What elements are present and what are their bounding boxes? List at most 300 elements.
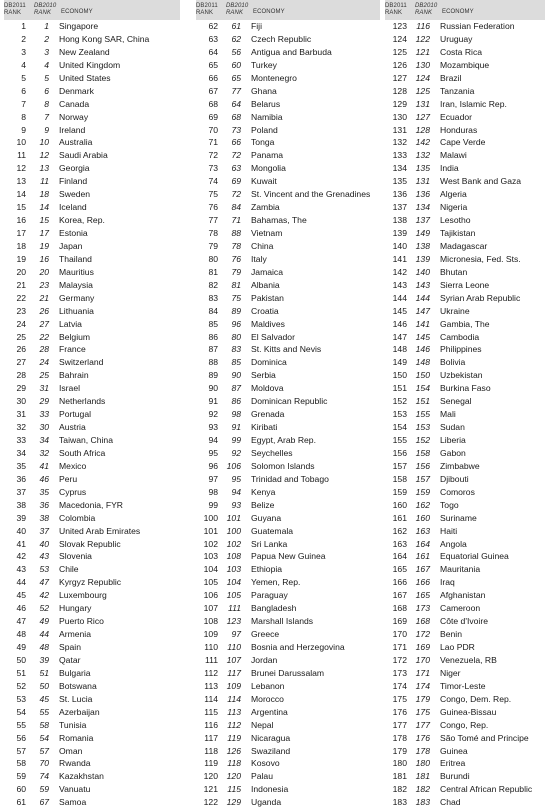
- table-row: [385, 512, 545, 525]
- table-row: [4, 201, 180, 214]
- db2011-rank-cell: 178: [392, 732, 407, 743]
- economy-name-cell: Jordan: [251, 654, 278, 665]
- table-row: [385, 343, 545, 356]
- economy-name-cell: Israel: [59, 383, 81, 394]
- table-row: [196, 719, 380, 732]
- table-row: [385, 628, 545, 641]
- db2010-rank-cell: 150: [415, 370, 430, 381]
- economy-name-cell: Ukraine: [440, 305, 470, 316]
- table-row: [4, 59, 180, 72]
- table-row: [196, 20, 380, 33]
- db2011-rank-cell: 18: [16, 240, 26, 251]
- db2010-rank-cell: 69: [231, 176, 241, 187]
- db2011-rank-cell: 122: [203, 797, 218, 808]
- economy-name-cell: Croatia: [251, 305, 279, 316]
- db2010-rank-cell: 33: [39, 409, 49, 420]
- economy-name-cell: Algeria: [440, 189, 467, 200]
- db2010-rank-cell: 77: [231, 85, 241, 96]
- ranking-rows: [385, 20, 545, 809]
- table-row: [385, 408, 545, 421]
- economy-name-cell: Luxembourg: [59, 590, 107, 601]
- economy-name-cell: Maldives: [251, 318, 285, 329]
- db2011-rank-cell: 33: [16, 435, 26, 445]
- db2011-rank-cell: 158: [392, 473, 407, 484]
- table-row: [4, 33, 180, 46]
- economy-name-cell: Pakistan: [251, 292, 284, 303]
- economy-name-cell: Senegal: [440, 396, 472, 407]
- db2011-rank-cell: 43: [16, 564, 26, 575]
- table-row: [385, 33, 545, 46]
- table-row: [385, 589, 545, 602]
- table-row: [196, 201, 380, 214]
- economy-name-cell: Tajikistan: [440, 228, 476, 238]
- economy-name-cell: Moldova: [251, 383, 284, 394]
- db2010-rank-cell: 94: [231, 486, 241, 497]
- table-row: [4, 770, 180, 783]
- table-row: [196, 408, 380, 421]
- db2010-rank-cell: 177: [415, 719, 430, 730]
- db2010-rank-cell: 149: [415, 228, 430, 238]
- db2011-rank-cell: 109: [203, 629, 218, 640]
- db2010-rank-cell: 143: [415, 279, 430, 290]
- economy-name-cell: Benin: [440, 629, 462, 640]
- db2010-rank-cell: 90: [231, 370, 241, 381]
- db2011-rank-cell: 13: [16, 176, 26, 187]
- economy-name-cell: Serbia: [251, 370, 276, 381]
- table-row: [385, 615, 545, 628]
- db2010-rank-cell: 1: [44, 21, 49, 31]
- db2010-rank-cell: 171: [415, 667, 430, 678]
- table-row: [196, 124, 380, 137]
- db2011-rank-cell: 92: [208, 409, 218, 420]
- economy-name-cell: Hong Kong SAR, China: [59, 33, 150, 44]
- db2010-rank-cell: 63: [231, 163, 241, 174]
- db2011-rank-cell: 5: [21, 72, 26, 83]
- table-row: [385, 124, 545, 137]
- table-row: [385, 175, 545, 188]
- table-row: [385, 292, 545, 305]
- economy-name-cell: Ireland: [59, 124, 86, 135]
- db2011-rank-cell: 51: [16, 667, 26, 678]
- db2011-rank-cell: 144: [392, 292, 407, 303]
- db2010-rank-cell: 34: [39, 435, 49, 445]
- economy-name-cell: Samoa: [59, 797, 87, 808]
- db2011-rank-cell: 154: [392, 422, 407, 433]
- db2011-rank-cell: 23: [16, 305, 26, 316]
- db2010-rank-cell: 138: [415, 240, 430, 251]
- economy-name-cell: Solomon Islands: [251, 460, 315, 471]
- db2010-rank-cell: 99: [231, 435, 241, 445]
- db2010-rank-cell: 60: [231, 59, 241, 70]
- db2011-rank-cell: 132: [392, 137, 407, 148]
- db2011-rank-cell: 180: [392, 758, 407, 769]
- table-row: [4, 693, 180, 706]
- economy-name-cell: Nepal: [251, 719, 274, 730]
- db2011-rank-cell: 173: [392, 667, 407, 678]
- economy-name-cell: Belize: [251, 499, 275, 510]
- db2011-rank-cell: 78: [208, 228, 218, 238]
- table-row: [196, 783, 380, 796]
- db2011-rank-cell: 85: [208, 318, 218, 329]
- db2011-rank-cell: 21: [16, 279, 26, 290]
- db2011-rank-cell: 77: [208, 215, 218, 226]
- db2010-rank-cell: 132: [415, 150, 430, 161]
- table-row: [4, 253, 180, 266]
- db2010-rank-cell: 159: [415, 486, 430, 497]
- db2011-rank-cell: 136: [392, 189, 407, 200]
- db2010-rank-cell: 116: [416, 21, 430, 31]
- db2011-rank-cell: 182: [392, 784, 407, 795]
- table-row: [4, 136, 180, 149]
- db2011-rank-cell: 75: [208, 189, 218, 200]
- db2010-rank-cell: 139: [415, 253, 430, 264]
- table-row: [4, 292, 180, 305]
- db2011-rank-cell: 70: [208, 124, 218, 135]
- table-row: [385, 796, 545, 809]
- db2011-rank-cell: 28: [16, 370, 26, 381]
- table-row: [4, 98, 180, 111]
- economy-name-cell: Suriname: [440, 512, 477, 523]
- economy-name-cell: Tunisia: [59, 719, 87, 730]
- db2010-rank-cell: 109: [226, 680, 241, 691]
- db2011-rank-cell: 105: [203, 577, 218, 588]
- table-row: [4, 641, 180, 654]
- db2010-rank-cell: 96: [231, 318, 241, 329]
- db2011-rank-header: DB2011 RANK: [4, 3, 26, 16]
- table-row: [196, 72, 380, 85]
- economy-name-cell: Haiti: [440, 525, 458, 536]
- economy-name-cell: Eritrea: [440, 758, 466, 769]
- economy-name-cell: Malaysia: [59, 279, 93, 290]
- economy-name-cell: Kuwait: [251, 176, 277, 187]
- table-row: [196, 395, 380, 408]
- db2011-rank-cell: 157: [392, 460, 407, 471]
- table-row: [385, 680, 545, 693]
- db2011-rank-cell: 2: [21, 33, 26, 44]
- db2011-rank-cell: 138: [392, 215, 407, 226]
- db2010-rank-cell: 161: [415, 551, 430, 562]
- db2011-rank-cell: 176: [392, 706, 407, 717]
- db2011-rank-cell: 83: [208, 292, 218, 303]
- economy-name-cell: Guyana: [251, 512, 282, 523]
- table-row: [385, 395, 545, 408]
- db2011-rank-cell: 31: [16, 409, 26, 420]
- table-row: [4, 628, 180, 641]
- db2011-rank-cell: 66: [208, 72, 218, 83]
- economy-name-cell: Jamaica: [251, 266, 283, 277]
- db2011-rank-cell: 82: [208, 279, 218, 290]
- db2011-rank-cell: 160: [392, 499, 407, 510]
- economy-name-cell: Kiribati: [251, 422, 278, 433]
- db2011-rank-cell: 24: [16, 318, 26, 329]
- table-row: [196, 175, 380, 188]
- db2010-rank-cell: 40: [39, 538, 49, 549]
- db2011-rank-cell: 47: [16, 616, 26, 627]
- db2010-rank-cell: 182: [415, 784, 430, 795]
- db2010-rank-cell: 141: [415, 318, 430, 329]
- economy-name-cell: Saudi Arabia: [59, 150, 108, 161]
- table-row: [196, 305, 380, 318]
- db2010-rank-cell: 46: [39, 473, 49, 484]
- economy-name-cell: Grenada: [251, 409, 285, 420]
- table-row: [385, 253, 545, 266]
- db2011-rank-cell: 88: [208, 357, 218, 368]
- table-row: [385, 59, 545, 72]
- column-header: [196, 0, 380, 20]
- economy-name-cell: Cape Verde: [440, 137, 486, 148]
- db2010-rank-cell: 41: [39, 460, 49, 471]
- economy-name-cell: El Salvador: [251, 331, 295, 342]
- db2010-rank-cell: 75: [231, 292, 241, 303]
- db2011-rank-cell: 20: [16, 266, 26, 277]
- table-row: [385, 136, 545, 149]
- db2010-rank-cell: 176: [415, 732, 430, 743]
- economy-name-cell: Yemen, Rep.: [251, 577, 301, 588]
- table-row: [196, 745, 380, 758]
- db2010-rank-cell: 83: [231, 344, 241, 355]
- table-row: [4, 162, 180, 175]
- db2011-rank-cell: 141: [392, 253, 407, 264]
- economy-name-cell: Czech Republic: [251, 33, 312, 44]
- db2011-rank-cell: 115: [204, 706, 218, 717]
- table-row: [385, 757, 545, 770]
- table-row: [196, 85, 380, 98]
- db2011-rank-cell: 95: [208, 447, 218, 458]
- db2011-rank-cell: 54: [16, 706, 26, 717]
- economy-name-cell: Oman: [59, 745, 83, 756]
- table-row: [4, 796, 180, 809]
- db2011-rank-cell: 143: [392, 279, 407, 290]
- table-row: [196, 434, 380, 447]
- db2011-rank-cell: 59: [16, 771, 26, 782]
- db2011-rank-cell: 39: [16, 512, 26, 523]
- db2010-rank-cell: 95: [231, 473, 241, 484]
- db2010-rank-cell: 89: [231, 305, 241, 316]
- db2010-rank-cell: 58: [39, 719, 49, 730]
- table-row: [385, 654, 545, 667]
- db2010-rank-cell: 88: [231, 228, 241, 238]
- economy-name-cell: St. Vincent and the Grenadines: [251, 189, 371, 200]
- economy-name-cell: Niger: [440, 667, 461, 678]
- db2011-rank-cell: 127: [392, 72, 407, 83]
- table-row: [4, 305, 180, 318]
- economy-name-cell: Timor-Leste: [440, 680, 486, 691]
- db2010-rank-cell: 27: [39, 318, 49, 329]
- table-row: [4, 434, 180, 447]
- db2011-rank-cell: 56: [16, 732, 26, 743]
- economy-name-cell: Sierra Leone: [440, 279, 490, 290]
- db2010-rank-cell: 64: [231, 98, 241, 109]
- economy-name-cell: Argentina: [251, 706, 288, 717]
- economy-name-cell: Philippines: [440, 344, 482, 355]
- db2010-rank-cell: 35: [39, 486, 49, 497]
- economy-name-cell: Egypt, Arab Rep.: [251, 435, 316, 445]
- table-row: [4, 563, 180, 576]
- db2011-rank-cell: 30: [16, 396, 26, 407]
- table-row: [385, 499, 545, 512]
- db2011-rank-cell: 42: [16, 551, 26, 562]
- table-row: [4, 550, 180, 563]
- economy-name-cell: Austria: [59, 422, 86, 433]
- db2011-rank-cell: 126: [392, 59, 407, 70]
- db2011-rank-cell: 162: [392, 525, 407, 536]
- db2011-rank-cell: 67: [208, 85, 218, 96]
- economy-name-cell: Brazil: [440, 72, 462, 83]
- table-row: [4, 421, 180, 434]
- table-row: [4, 589, 180, 602]
- db2010-rank-cell: 53: [39, 564, 49, 575]
- db2011-rank-cell: 35: [16, 460, 26, 471]
- db2010-rank-cell: 7: [44, 111, 49, 122]
- db2011-rank-cell: 134: [392, 163, 407, 174]
- economy-name-cell: Honduras: [440, 124, 478, 135]
- economy-name-cell: Kosovo: [251, 758, 280, 769]
- db2011-rank-cell: 32: [16, 422, 26, 433]
- table-row: [4, 188, 180, 201]
- db2011-rank-cell: 9: [21, 124, 26, 135]
- economy-name-cell: St. Lucia: [59, 693, 93, 704]
- db2011-rank-cell: 163: [392, 538, 407, 549]
- db2010-rank-cell: 72: [231, 189, 241, 200]
- table-row: [385, 305, 545, 318]
- db2010-rank-cell: 93: [231, 499, 241, 510]
- economy-name-cell: Bhutan: [440, 266, 468, 277]
- economy-name-cell: France: [59, 344, 86, 355]
- table-row: [385, 227, 545, 240]
- economy-name-cell: Afghanistan: [440, 590, 486, 601]
- db2011-rank-cell: 81: [208, 266, 218, 277]
- economy-name-cell: Rwanda: [59, 758, 91, 769]
- db2010-rank-cell: 137: [415, 215, 430, 226]
- db2010-rank-cell: 111: [227, 603, 241, 614]
- db2010-rank-cell: 156: [415, 460, 430, 471]
- table-row: [196, 499, 380, 512]
- economy-name-cell: Fiji: [251, 21, 262, 31]
- table-row: [196, 240, 380, 253]
- economy-name-cell: Burundi: [440, 771, 470, 782]
- db2010-rank-cell: 91: [231, 422, 241, 433]
- table-row: [4, 111, 180, 124]
- db2011-rank-cell: 53: [16, 693, 26, 704]
- economy-name-cell: Colombia: [59, 512, 96, 523]
- table-row: [385, 111, 545, 124]
- table-row: [4, 745, 180, 758]
- db2011-rank-cell: 175: [392, 693, 407, 704]
- table-row: [4, 732, 180, 745]
- column-header: [385, 0, 545, 20]
- db2010-rank-cell: 76: [231, 253, 241, 264]
- economy-name-cell: Uzbekistan: [440, 370, 483, 381]
- table-row: [196, 162, 380, 175]
- db2011-rank-cell: 63: [208, 33, 218, 44]
- db2011-rank-cell: 106: [203, 590, 218, 601]
- db2010-rank-cell: 174: [415, 680, 430, 691]
- economy-name-cell: Latvia: [59, 318, 82, 329]
- db2011-rank-cell: 22: [16, 292, 26, 303]
- db2011-rank-cell: 94: [208, 435, 218, 445]
- db2010-rank-cell: 114: [227, 693, 241, 704]
- db2010-rank-cell: 30: [39, 422, 49, 433]
- table-row: [4, 615, 180, 628]
- db2011-rank-cell: 128: [392, 85, 407, 96]
- db2011-rank-cell: 46: [16, 603, 26, 614]
- economy-name-cell: Comoros: [440, 486, 475, 497]
- economy-name-cell: Bahrain: [59, 370, 89, 381]
- table-row: [196, 706, 380, 719]
- table-row: [196, 33, 380, 46]
- economy-name-cell: Belgium: [59, 331, 91, 342]
- db2010-rank-cell: 126: [226, 745, 241, 756]
- table-row: [4, 602, 180, 615]
- economy-name-cell: Denmark: [59, 85, 94, 96]
- db2011-rank-cell: 65: [208, 59, 218, 70]
- economy-name-cell: Congo, Rep.: [440, 719, 489, 730]
- db2010-rank-cell: 166: [415, 577, 430, 588]
- db2011-rank-cell: 129: [392, 98, 407, 109]
- ranking-rows: [196, 20, 380, 809]
- economy-name-cell: Armenia: [59, 629, 91, 640]
- table-row: [4, 395, 180, 408]
- economy-name-cell: Kazakhstan: [59, 771, 104, 782]
- economy-name-cell: Ghana: [251, 85, 277, 96]
- economy-name-cell: Togo: [440, 499, 459, 510]
- economy-name-cell: United States: [59, 72, 111, 83]
- db2010-rank-cell: 148: [415, 357, 430, 368]
- db2011-rank-cell: 149: [392, 357, 407, 368]
- economy-name-cell: Thailand: [59, 253, 92, 264]
- economy-name-cell: Indonesia: [251, 784, 289, 795]
- economy-name-cell: São Tomé and Principe: [440, 732, 529, 743]
- table-row: [196, 538, 380, 551]
- economy-name-cell: Lithuania: [59, 305, 94, 316]
- db2011-rank-cell: 152: [392, 396, 407, 407]
- table-row: [196, 46, 380, 59]
- economy-name-cell: Congo, Dem. Rep.: [440, 693, 512, 704]
- db2010-rank-cell: 142: [415, 137, 430, 148]
- db2011-rank-cell: 11: [17, 150, 26, 161]
- db2010-rank-cell: 102: [226, 538, 241, 549]
- table-row: [385, 369, 545, 382]
- db2011-rank-cell: 131: [392, 124, 407, 135]
- db2010-rank-cell: 43: [39, 551, 49, 562]
- table-row: [196, 757, 380, 770]
- table-row: [196, 292, 380, 305]
- economy-name-cell: Canada: [59, 98, 90, 109]
- db2011-rank-cell: 172: [392, 654, 407, 665]
- table-row: [385, 356, 545, 369]
- db2011-rank-cell: 170: [392, 629, 407, 640]
- db2011-rank-cell: 150: [392, 370, 407, 381]
- db2010-rank-cell: 152: [415, 435, 430, 445]
- table-row: [385, 434, 545, 447]
- table-row: [4, 667, 180, 680]
- economy-name-cell: Dominican Republic: [251, 396, 328, 407]
- db2010-rank-cell: 25: [39, 370, 49, 381]
- db2011-rank-cell: 100: [203, 512, 218, 523]
- economy-name-cell: Cyprus: [59, 486, 87, 497]
- db2010-rank-cell: 10: [39, 137, 49, 148]
- db2011-rank-cell: 140: [392, 240, 407, 251]
- table-row: [385, 240, 545, 253]
- db2011-rank-cell: 114: [204, 693, 218, 704]
- economy-name-cell: Russian Federation: [440, 21, 515, 31]
- db2011-rank-cell: 50: [16, 654, 26, 665]
- db2011-rank-cell: 36: [16, 473, 26, 484]
- economy-name-cell: Tanzania: [440, 85, 475, 96]
- economy-name-cell: Botswana: [59, 680, 97, 691]
- db2010-rank-cell: 78: [231, 240, 241, 251]
- db2011-rank-cell: 37: [16, 486, 26, 497]
